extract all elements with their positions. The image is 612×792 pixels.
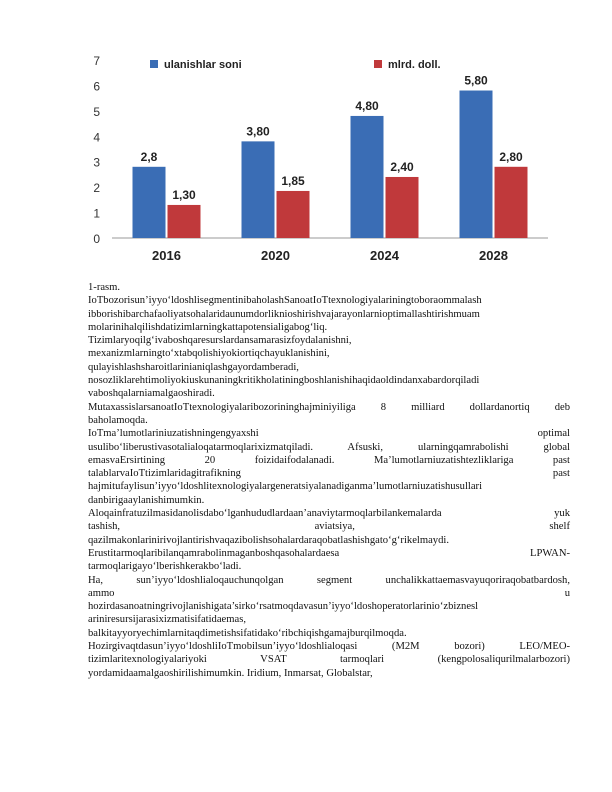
- text-line: ibborishibarchafaoliyatsohalaridaunumdorliknioshirishvajarayonlarnioptimallashtirishmuam: [88, 308, 480, 320]
- text-line: mexanizmlarningto‘xtabqolishiyokiortiqchayuklanishini,: [88, 348, 330, 360]
- text-line: danbirigaaylanishimumkin.: [88, 494, 205, 506]
- y-tick-label: 7: [93, 54, 100, 68]
- chart-svg: [86, 42, 556, 278]
- y-tick-label: 2: [93, 181, 100, 196]
- text-line: yordamidaamalgaoshirilishimumkin. Iridium, Inmarsat, Globalstar,: [88, 667, 373, 679]
- text-line: Tizimlaryoqilg‘ivaboshqaresurslardansamarasizfoydalanishni,: [88, 335, 352, 347]
- data-label: 1,30: [172, 187, 196, 202]
- text-line: Erustitarmoqlaribilanqamrabolinmaganboshqasohalardaesa LPWAN-: [88, 547, 570, 559]
- y-tick-label: 3: [93, 155, 100, 170]
- paragraphs: [88, 294, 570, 680]
- x-tick-label: 2024: [370, 248, 399, 263]
- body-text: [88, 281, 570, 680]
- text-line: Aloqainfratuzilmasidanolisdabo‘lganhududlardaan’anaviytarmoqlarbilankemalarda yuk: [88, 508, 570, 520]
- data-label: 2,40: [390, 159, 414, 174]
- bar-revenue-2016: [168, 205, 201, 238]
- figure-caption: 1-rasm.: [88, 282, 121, 293]
- text-line: ariniresursijarasixizmatisifatidaemas,: [88, 614, 246, 626]
- text-line: Hozirgivaqtdasun’iyyo‘ldoshliIoTmobilsun’iyyo‘ldoshlialoqasi (M2M bozori) LEO/MEO-: [88, 641, 570, 653]
- y-tick-label: 5: [93, 104, 100, 119]
- text-line: Ha, sun’iyyo‘ldoshlialoqauchunqolgan segment unchalikkattaemasvayuqoriraqobatbardosh,: [88, 574, 570, 586]
- text-line: IoTbozorisun’iyyo‘ldoshlisegmentinibaholashSanoatIoTtexnologiyalariningtoboraommalash: [88, 295, 482, 307]
- bar-revenue-2024: [386, 177, 419, 238]
- bar-revenue-2028: [495, 167, 528, 238]
- text-line: tizimlaritexnologiyalariyoki VSAT tarmoqlari (kengpolosaliqurilmalarbozori): [88, 654, 570, 666]
- legend-label: mlrd. doll.: [388, 59, 441, 71]
- text-line: vaboshqalarniamalgaoshiradi.: [88, 388, 215, 400]
- text-line: MutaxassislarsanoatIoTtexnologiyalaribozorininghajminiyiliga 8 milliard dollardanortiq deb: [88, 401, 570, 413]
- data-label: 5,80: [464, 73, 488, 88]
- text-line: tashish, aviatsiya, shelf: [88, 521, 570, 533]
- text-line: molarinihalqilishdatizimlarningkattapotensialigabog‘liq.: [88, 321, 328, 333]
- x-tick-label: 2028: [479, 248, 508, 263]
- bar-connections-2020: [242, 141, 275, 238]
- bar-connections-2024: [351, 116, 384, 238]
- y-tick-label: 0: [93, 232, 100, 246]
- text-line: hozirdasanoatningrivojlanishigata’sirko‘rsatmoqdavasun’iyyo‘ldoshoperatorlarinio‘zbiznesl: [88, 601, 479, 613]
- bar-connections-2028: [460, 91, 493, 238]
- text-line: qulayishlashsharoitlarinianiqlashgayordamberadi,: [88, 361, 299, 373]
- text-line: hajmitufaylisun’iyyo‘ldoshlitexnologiyalargeneratsiyalanadiganma’lumotlarniuzatishusullari: [88, 481, 483, 493]
- data-label: 3,80: [246, 124, 270, 139]
- text-line: qazilmakonlarinirivojlantirishvaqazibolishsohalardaraqobatlashishgato‘g‘rikelmaydi.: [88, 534, 449, 546]
- data-label: 4,80: [355, 98, 379, 113]
- text-line: IoTma’lumotlariniuzatishningengyaxshi optimal: [88, 428, 570, 440]
- x-tick-label: 2016: [152, 248, 181, 263]
- text-line: balkitayyoryechimlarnitaqdimetishsifatidako‘ribchiqishgamajburqilmoqda.: [88, 627, 407, 639]
- legend-label: ulanishlar soni: [164, 59, 242, 71]
- text-line: usulibo‘liberustivasotalialoqatarmoqlarixizmatqiladi. Afsuski, ularningqamrabolishi global: [88, 441, 570, 453]
- text-line: tarmoqlarigayo‘lberishkerakbo‘ladi.: [88, 561, 242, 573]
- bar-revenue-2020: [277, 191, 310, 238]
- legend-swatch: [150, 60, 158, 68]
- data-label: 2,8: [140, 149, 158, 164]
- text-line: nosozliklarehtimoliyokiuskunaningkritikholatiningboshlanishihaqidaoldindanxabardorqiladi: [88, 375, 480, 387]
- text-line: talablarvaIoTtizimlaridagitrafikning past: [88, 468, 570, 480]
- y-tick-label: 4: [93, 130, 100, 145]
- legend-swatch: [374, 60, 382, 68]
- bar-chart: [86, 42, 556, 278]
- text-line: ammo u: [88, 587, 570, 599]
- data-label: 2,80: [499, 149, 523, 164]
- bar-connections-2016: [133, 167, 166, 238]
- y-tick-label: 1: [93, 206, 100, 221]
- data-label: 1,85: [281, 173, 305, 188]
- text-line: baholamoqda.: [88, 414, 148, 426]
- x-tick-label: 2020: [261, 248, 290, 263]
- text-line: emasvaErsirtining 20 foizidaifodalanadi. Ma’lumotlarniuzatishtezliklariga past: [88, 454, 570, 466]
- y-tick-label: 6: [93, 79, 100, 94]
